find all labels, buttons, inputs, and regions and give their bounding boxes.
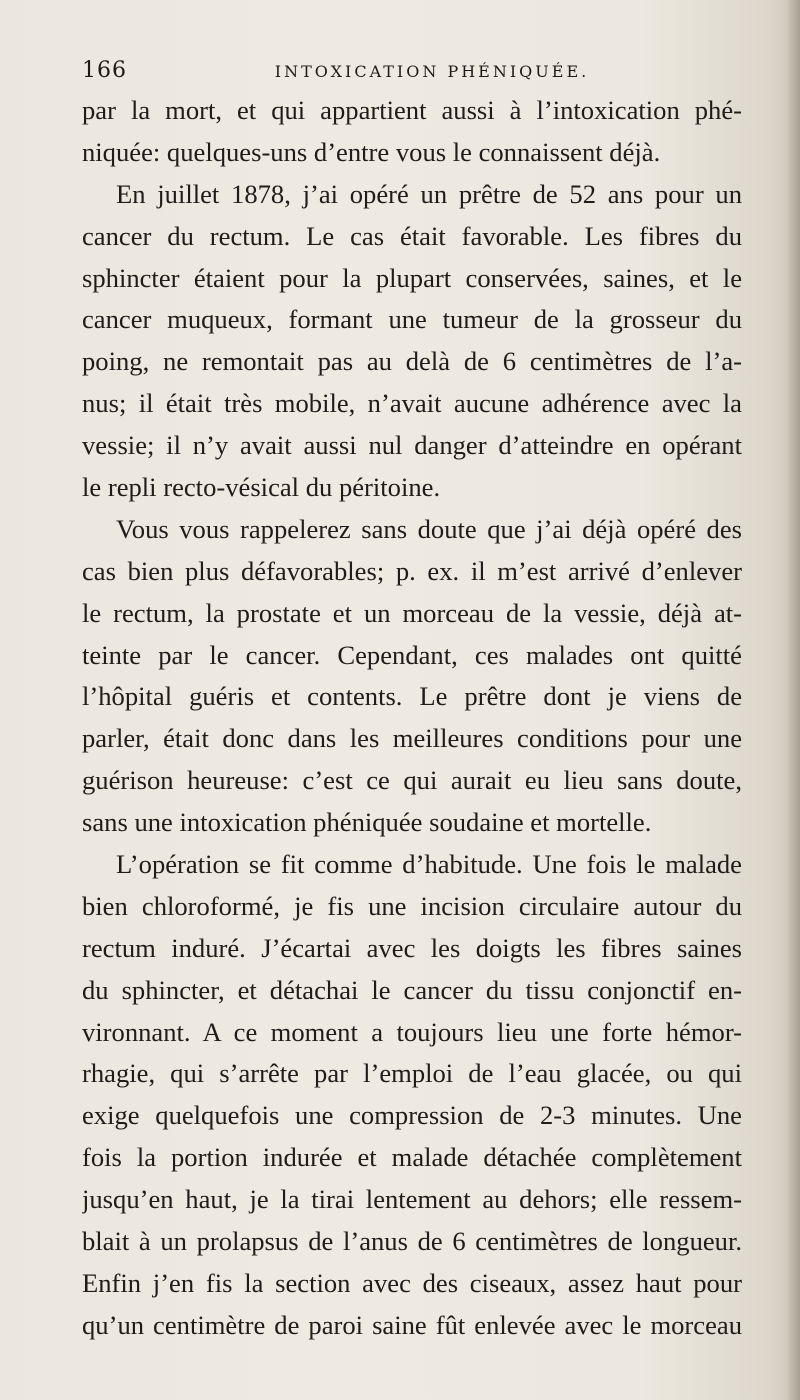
text-line: par la mort, et qui appartient aussi à l’intoxication phé- <box>82 95 742 125</box>
text-line: parler, était donc dans les meilleures conditions pour une <box>82 723 742 754</box>
text-line: sphincter étaient pour la plupart conservées, saines, et le <box>82 262 742 293</box>
running-head <box>82 58 742 88</box>
text-line: fois la portion indurée et malade détachée complètement <box>82 1142 742 1173</box>
text-line: nus; il était très mobile, n’avait aucune adhérence avec la <box>82 388 742 419</box>
text-line: Vous vous rappelerez sans doute que j’ai déjà opéré des <box>116 513 742 544</box>
text-line: cancer du rectum. Le cas était favorable. Les fibres du <box>82 220 742 251</box>
text-line: En juillet 1878, j’ai opéré un prêtre de 52 ans pour un <box>116 178 742 209</box>
body-text <box>82 90 742 1347</box>
text-line: vironnant. A ce moment a toujours lieu une forte hémor- <box>82 1016 742 1047</box>
text-line: Enfin j’en fis la section avec des ciseaux, assez haut pour <box>82 1267 742 1298</box>
text-line: exige quelquefois une compression de 2-3 minutes. Une <box>82 1100 742 1131</box>
text-line: bien chloroformé, je fis une incision circulaire autour du <box>82 890 742 921</box>
text-line: l’hôpital guéris et contents. Le prêtre dont je viens de <box>82 681 742 712</box>
text-line: le repli recto-vésical du péritoine. <box>82 472 441 503</box>
page-number: 166 <box>82 58 127 83</box>
text-line: guérison heureuse: c’est ce qui aurait eu lieu sans doute, <box>82 765 742 796</box>
text-line: vessie; il n’y avait aussi nul danger d’atteindre en opérant <box>82 430 742 461</box>
text-line: niquée: quelques-uns d’entre vous le connaissent déjà. <box>82 136 661 167</box>
text-line: rhagie, qui s’arrête par l’emploi de l’eau glacée, ou qui <box>82 1058 742 1089</box>
running-title: INTOXICATION PHÉNIQUÉE. <box>274 62 590 81</box>
text-line: du sphincter, et détachai le cancer du tissu conjonctif en- <box>82 974 742 1005</box>
text-line: teinte par le cancer. Cependant, ces malades ont quitté <box>82 639 742 670</box>
text-line: sans une intoxication phéniquée soudaine et mortelle. <box>82 807 652 838</box>
text-line: blait à un prolapsus de l’anus de 6 centimètres de longueur. <box>82 1226 742 1257</box>
text-line: L’opération se fit comme d’habitude. Une fois le malade <box>116 849 742 880</box>
text-line: cas bien plus défavorables; p. ex. il m’est arrivé d’enlever <box>82 555 742 586</box>
text-line: poing, ne remontait pas au delà de 6 centimètres de l’a- <box>82 346 742 377</box>
text-line: rectum induré. J’écartai avec les doigts les fibres saines <box>82 932 742 963</box>
text-line: cancer muqueux, formant une tumeur de la grosseur du <box>82 304 742 335</box>
text-line: qu’un centimètre de paroi saine fût enlevée avec le morceau <box>82 1309 742 1340</box>
text-line: le rectum, la prostate et un morceau de la vessie, déjà at- <box>82 597 742 628</box>
page-edge-shadow <box>786 0 800 1400</box>
text-line: jusqu’en haut, je la tirai lentement au dehors; elle ressem- <box>82 1184 742 1215</box>
